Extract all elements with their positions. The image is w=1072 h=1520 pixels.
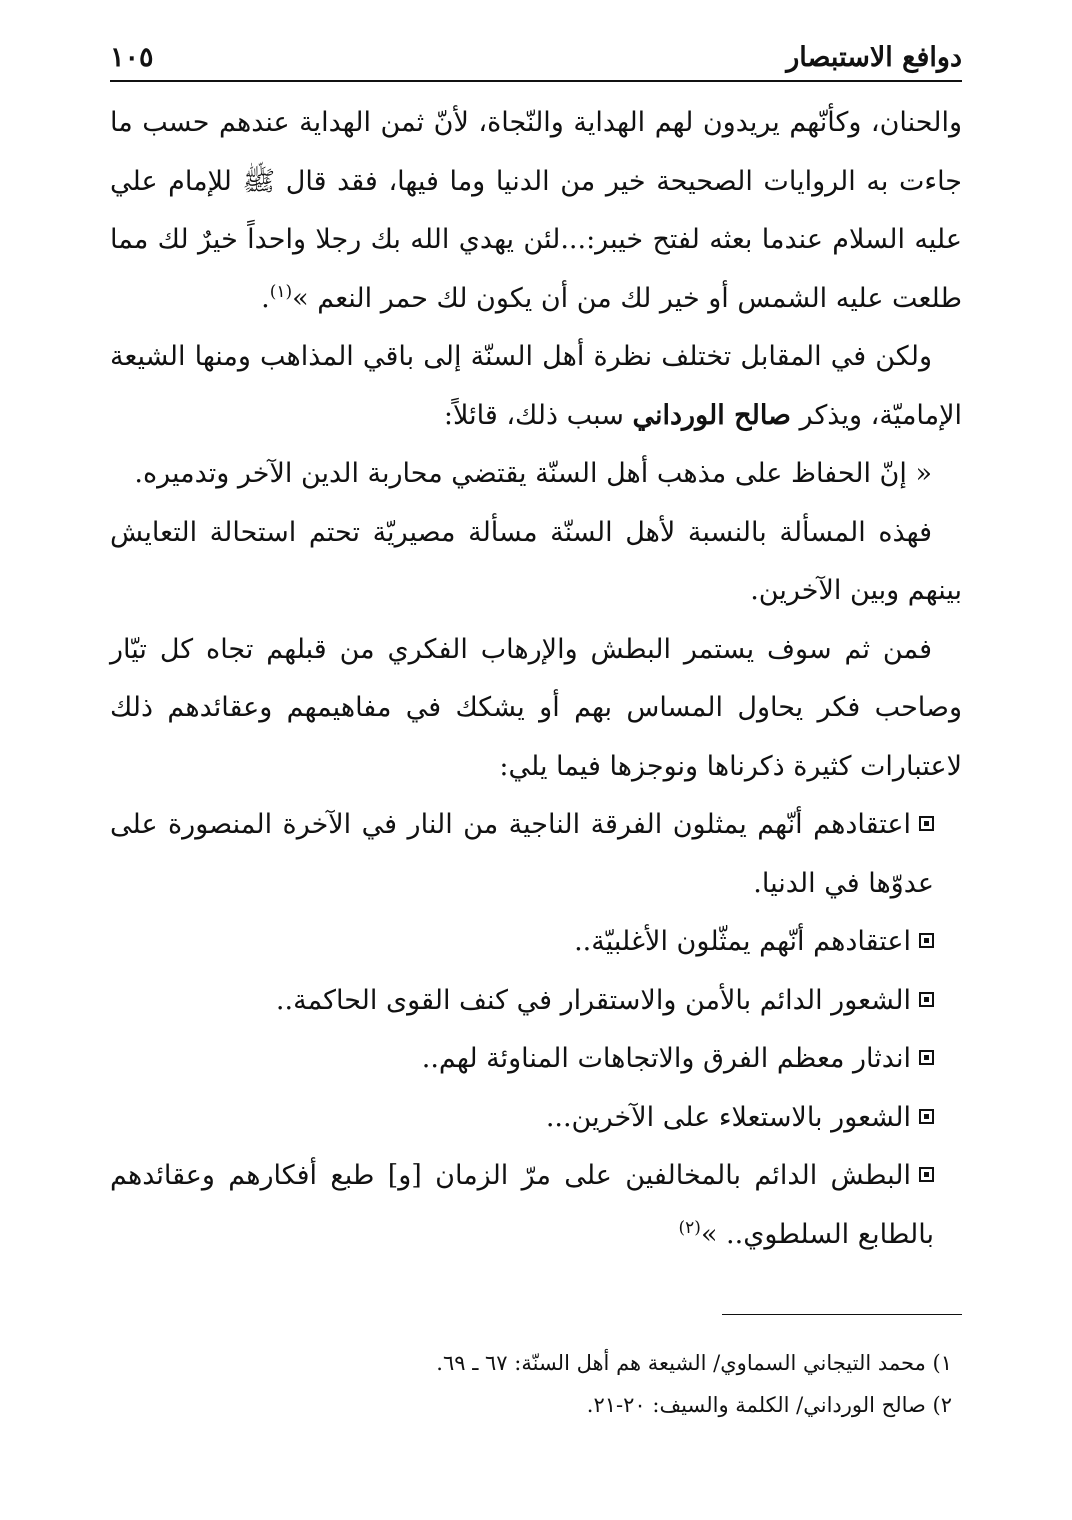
square-bullet-icon	[919, 1050, 934, 1065]
paragraph-intro-text: والحنان، وكأنّهم يريدون لهم الهداية والنّجاة، لأنّ ثمن الهداية عندهم حسب ما جاءت به الروايات الصحيحة خير من الدنيا وما فيها، فقد قال ﷺ للإمام علي عليه السلام عندما بعثه لفتح خيبر:...لئن يهدي الله بك رجلا واحداً خيرٌ لك مما طلعت عليه الشمس أو خير لك من أن يكون لك حمر النعم »	[110, 107, 962, 314]
footnote-ref-2: (٢)	[678, 1217, 701, 1238]
book-page	[110, 0, 962, 1520]
square-bullet-icon	[919, 1109, 934, 1124]
paragraph-intro	[110, 94, 962, 328]
running-header	[110, 40, 962, 82]
square-bullet-icon	[919, 933, 934, 948]
quote-paragraph-1: « إنّ الحفاظ على مذهب أهل السنّة يقتضي محاربة الدين الآخر وتدميره.	[134, 458, 932, 489]
footnote-ref-1: (١)	[269, 281, 293, 302]
quote-paragraph-2: فهذه المسألة بالنسبة لأهل السنّة مسألة مصيريّة تحتم استحالة التعايش بينهم وبين الآخرين.	[110, 516, 962, 606]
paragraph-transition-before: ولكن في المقابل تختلف نظرة أهل السنّة إلى باقي المذاهب ومنها الشيعة الإماميّة، ويذكر	[110, 341, 962, 431]
square-bullet-icon	[919, 992, 934, 1007]
bullet-item	[110, 1030, 962, 1089]
bullet-item-last	[110, 1147, 962, 1264]
page-number: ١٠٥	[110, 42, 154, 73]
footnote-2: ٢) صالح الورداني/ الكلمة والسيف: ٢٠-٢١.	[586, 1393, 952, 1417]
square-bullet-icon	[919, 816, 934, 831]
footnote-1: ١) محمد التيجاني السماوي/ الشيعة هم أهل السنّة: ٦٧ ـ ٦٩.	[436, 1351, 952, 1375]
bullet-text: اندثار معظم الفرق والاتجاهات المناوئة لهم..	[421, 1043, 911, 1074]
footnote-divider	[722, 1314, 962, 1315]
bullet-item	[110, 796, 962, 913]
paragraph-intro-tail: .	[261, 282, 270, 314]
author-name: صالح الورداني	[632, 399, 791, 431]
bullet-text: البطش الدائم بالمخالفين على مرّ الزمان [و] طبع أفكارهم وعقائدهم بالطابع السلطوي.. »	[110, 1160, 934, 1250]
bullet-item	[110, 972, 962, 1031]
main-text	[110, 94, 962, 1264]
bullet-text: الشعور بالاستعلاء على الآخرين...	[545, 1101, 911, 1133]
square-bullet-icon	[919, 1167, 934, 1182]
footnotes	[110, 1342, 962, 1426]
paragraph-transition	[110, 328, 962, 445]
quote-paragraph-3: فمن ثم سوف يستمر البطش والإرهاب الفكري من قبلهم تجاه كل تيّار وصاحب فكر يحاول المساس بهم أو يشكك في مفاهيمهم وعقائدهم ذلك لاعتبارات كثيرة ذكرناها ونوجزها فيما يلي:	[110, 633, 962, 782]
running-title: دوافع الاستبصار	[786, 42, 962, 73]
paragraph-transition-after: سبب ذلك، قائلاً:	[443, 399, 633, 431]
bullet-text: اعتقادهم أنّهم يمثّلون الأغلبيّة..	[574, 926, 911, 957]
bullet-text: اعتقادهم أنّهم يمثلون الفرقة الناجية من النار في الآخرة المنصورة على عدوّها في الدنيا.	[110, 809, 934, 899]
bullet-item	[110, 913, 962, 972]
bullet-text: الشعور الدائم بالأمن والاستقرار في كنف القوى الحاكمة..	[275, 984, 911, 1016]
bullet-item	[110, 1089, 962, 1148]
